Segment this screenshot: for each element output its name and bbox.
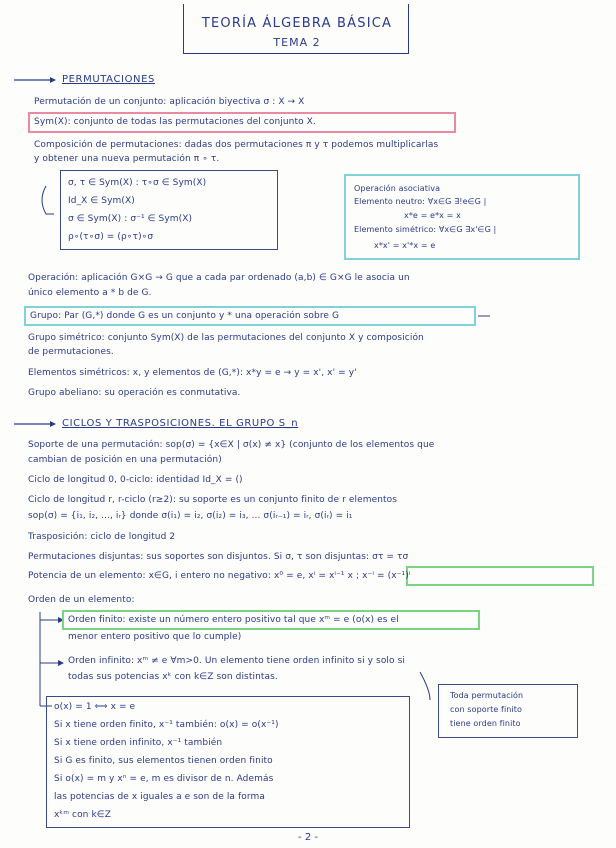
property-item: ρ∘(τ∘σ) = (ρ∘τ)∘σ (68, 232, 154, 242)
text-line: Orden de un elemento: (28, 595, 135, 605)
page-number: - 2 - (298, 832, 318, 843)
property-item: Id_X ∈ Sym(X) (68, 196, 135, 206)
text-line: Permutación de un conjunto: aplicación biyectiva σ : X → X (34, 97, 305, 107)
order-property: Si x tiene orden finito, x⁻¹ también: o(x) = o(x⁻¹) (54, 720, 279, 730)
text-line: cambian de posición en una permutación) (28, 455, 222, 465)
axiom-item: x*e = e*x = x (404, 211, 461, 220)
text-line: Grupo: Par (G,*) donde G es un conjunto y * una operación sobre G (30, 311, 340, 321)
text-line: sop(σ) = {i₁, i₂, ..., iᵣ} donde σ(i₁) = i₂, σ(i₂) = i₃, ... σ(iᵣ₋₁) = iᵣ, σ(iᵣ) = i₁ (28, 511, 353, 521)
text-line: Composición de permutaciones: dadas dos permutaciones π y τ podemos multiplicarlas (34, 140, 439, 150)
axiom-item: Elemento neutro: ∀x∈G ∃!e∈G | (354, 197, 487, 206)
order-property: o(x) = 1 ⟺ x = e (54, 702, 136, 712)
text-line: Operación: aplicación G×G → G que a cada par ordenado (a,b) ∈ G×G le asocia un (28, 273, 410, 283)
order-property: Si x tiene orden infinito, x⁻¹ también (54, 738, 223, 748)
text-line: Elementos simétricos: x, y elementos de (G,*): x*y = e → y = x', x' = y' (28, 368, 357, 378)
text-line: Sym(X): conjunto de todas las permutaciones del conjunto X. (34, 117, 316, 127)
section-arrow-head (50, 77, 56, 83)
text-line: Ciclo de longitud 0, 0-ciclo: identidad Id_X = () (28, 475, 243, 485)
order-property: Si o(x) = m y xⁿ = e, m es divisor de n. Además (54, 774, 274, 784)
note-line: tiene orden finito (450, 719, 521, 728)
axiom-item: Elemento simétrico: ∀x∈G ∃x'∈G | (354, 225, 497, 234)
section-heading-permutaciones: PERMUTACIONES (62, 74, 155, 85)
text-line: Potencia de un elemento: x∈G, i entero no negativo: x⁰ = e, xⁱ = xⁱ⁻¹ x ; x⁻ⁱ = (x⁻¹)ⁱ (28, 571, 411, 581)
text-line: Orden finito: existe un número entero positivo tal que xᵐ = e (o(x) es el (68, 615, 399, 625)
text-line: Soporte de una permutación: sop(σ) = {x∈X | σ(x) ≠ x} (conjunto de los elementos que (28, 440, 435, 450)
property-item: σ ∈ Sym(X) : σ⁻¹ ∈ Sym(X) (68, 214, 193, 224)
section-heading-ciclos: CICLOS Y TRASPOSICIONES. EL GRUPO S_n (62, 418, 299, 429)
order-property: xᵏᵐ con k∈Z (54, 810, 111, 820)
text-line: Orden infinito: xᵐ ≠ e ∀m>0. Un elemento tiene orden infinito si y solo si (68, 656, 405, 666)
text-line: Trasposición: ciclo de longitud 2 (28, 532, 176, 542)
page-title: TEORÍA ÁLGEBRA BÁSICA (201, 16, 393, 31)
order-property: Si G es finito, sus elementos tienen orden finito (54, 756, 273, 766)
text-line: y obtener una nueva permutación π ∘ τ. (34, 154, 220, 164)
text-line: todas sus potencias xᵏ con k∈Z son distintas. (68, 672, 278, 682)
brace-arrow (42, 186, 54, 214)
highlight-box-potencia (406, 566, 594, 586)
page-subtitle: TEMA 2 (273, 36, 321, 49)
note-line: con soporte finito (450, 705, 522, 714)
text-line: Ciclo de longitud r, r-ciclo (r≥2): su soporte es un conjunto finito de r elementos (28, 495, 398, 505)
axiom-item: Operación asociativa (354, 184, 441, 193)
text-line: único elemento a * b de G. (28, 288, 152, 298)
text-line: menor entero positivo que lo cumple) (68, 632, 242, 642)
order-property: las potencias de x iguales a e son de la forma (54, 792, 266, 802)
text-line: Permutaciones disjuntas: sus soportes son disjuntos. Si σ, τ son disjuntas: στ = τσ (28, 552, 409, 562)
axiom-item: x*x' = x'*x = e (374, 241, 436, 250)
text-line: Grupo abeliano: su operación es conmutativa. (28, 388, 241, 398)
text-line: de permutaciones. (28, 347, 114, 357)
section-arrow-head (50, 421, 56, 427)
text-line: Grupo simétrico: conjunto Sym(X) de las permutaciones del conjunto X y composición (28, 333, 424, 343)
note-line: Toda permutación (450, 691, 524, 700)
property-item: σ, τ ∈ Sym(X) : τ∘σ ∈ Sym(X) (68, 178, 207, 188)
